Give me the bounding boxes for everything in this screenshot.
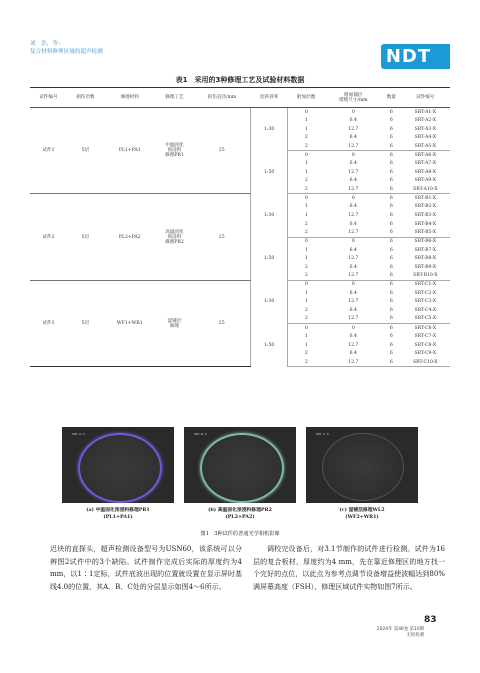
figure-1 [62, 427, 418, 503]
table-cell: 6 [389, 135, 393, 141]
table-cell: 6 [389, 161, 393, 167]
table-cell: 6 [389, 342, 393, 348]
table-cell: 25 [193, 280, 251, 366]
table-row [30, 194, 450, 203]
column-header: 附加层数 [288, 88, 325, 108]
table-cell: WF1+WR1 [104, 280, 156, 366]
table-cell: SRT-A6-X [414, 152, 437, 158]
table-cell: SRT-B4-X [414, 221, 437, 227]
table-cell: 6.4 [349, 333, 357, 339]
journal-name: 无损检测 [406, 633, 424, 638]
table-cell: SRT-A2-X [414, 117, 437, 123]
table-cell: 6 [389, 204, 393, 210]
table-cell: 0 [288, 194, 325, 203]
table-cell: 6 [389, 126, 393, 132]
table-cell: 2 [288, 177, 325, 186]
table-title: 表1 采用的3种修理工艺及试验材料数据 [175, 76, 305, 84]
table-cell: 0 [288, 108, 325, 117]
table-cell: 6 [389, 333, 393, 339]
table-cell: 1 [288, 203, 325, 212]
table-cell: 6.4 [349, 290, 357, 296]
table-cell: 12.7 [348, 299, 359, 305]
table-cell: 6.4 [349, 204, 357, 210]
repair-ring-b [200, 433, 284, 503]
running-header [30, 40, 103, 56]
table-cell: 2 [288, 263, 325, 272]
image-tag: SRT-A-X [72, 432, 85, 436]
table-cell: 1 [288, 332, 325, 341]
table-cell: 1 [288, 341, 325, 350]
table-cell: SRT-C10-X [401, 358, 450, 367]
table-cell: 6 [382, 315, 400, 324]
table-cell: SRT-C7-X [414, 333, 437, 339]
table-cell: 1 [288, 289, 325, 298]
table-cell: SRT-C2-X [414, 290, 437, 296]
table-cell: 0 [351, 109, 355, 115]
table-cell: 6 [389, 178, 393, 184]
table-cell: 6 [389, 109, 393, 115]
table-cell: 2 [288, 185, 325, 194]
table-cell: 12.7 [325, 185, 383, 194]
table-body [30, 108, 450, 367]
table-cell: 1:50 [251, 151, 288, 194]
column-header: 修理材料 [104, 88, 156, 108]
issue-info: 2024年 第46卷 第10期 [376, 627, 424, 632]
column-header: 试件编号 [30, 88, 67, 108]
table-cell: 6 [389, 195, 393, 201]
table-cell: 2 [288, 315, 325, 324]
table-cell: PL2+PA2 [104, 194, 156, 280]
repair-ring-a [78, 433, 162, 503]
table-cell: 试件2 [30, 194, 67, 280]
page-number: 83 [424, 615, 437, 625]
table-cell: 6.4 [349, 117, 357, 123]
repair-ring-c [322, 433, 404, 501]
table-cell: 1 [288, 254, 325, 263]
table-cell: 12.7 [348, 342, 359, 348]
table-cell: 1 [288, 298, 325, 307]
table-cell: 1 [288, 125, 325, 134]
table-cell: 1 [288, 168, 325, 177]
table-cell: PL1+PA1 [104, 108, 156, 194]
table-cell: 2 [288, 349, 325, 358]
figure-panel-c [306, 427, 418, 503]
table-cell: 6 [389, 256, 393, 262]
table-cell: SRT-C4-X [414, 308, 437, 314]
column-header: 损伤层数 [67, 88, 104, 108]
table-cell: 6 [382, 358, 400, 367]
table-cell: 5层 [67, 280, 104, 366]
table-row [30, 108, 450, 117]
table-cell: 6 [382, 272, 400, 281]
table-cell: SRT-B8-X [414, 256, 437, 262]
figure-title: 图1 3种试件的普通光学相机影像 [200, 531, 280, 537]
table-cell: 6.4 [349, 161, 357, 167]
table-header-row [30, 88, 450, 108]
table-cell: 5层 [67, 194, 104, 280]
table-cell: SRT-A4-X [414, 135, 437, 141]
materials-table [30, 87, 450, 367]
column-header: 挖补斜率 [251, 88, 288, 108]
table-cell: SRT-B3-X [414, 213, 437, 218]
table-cell: 0 [288, 280, 325, 289]
body-text-left: 迟块的直探头，超声检测设备型号为USN60，该系统可以分辨图2试件中的3个缺陷。试件制作完成后实际的厚度约为4 mm，以1∶1定标，试件底波出现的位置就设置在显示屏时基线4.0的位置，其A、B、C处的分层显示如图4～6所示。 [50, 545, 242, 591]
table-cell: 12.7 [325, 228, 383, 237]
table-cell: 6 [389, 264, 393, 270]
table-cell: 1:50 [251, 324, 288, 367]
header-authors: 刘 浩，等： [30, 41, 64, 47]
table-cell: 6 [389, 351, 393, 357]
column-header: 试件编号 [401, 88, 450, 108]
logo-bar [436, 44, 450, 69]
table-cell: SRT-B1-X [414, 195, 437, 201]
table-cell: 6.4 [349, 247, 357, 253]
table-cell: 1:30 [251, 280, 288, 323]
table-cell: 0 [351, 282, 355, 288]
table-cell: 2 [288, 142, 325, 151]
table-cell: SRT-A9-X [414, 178, 437, 184]
table-cell: SRT-C5-X [401, 315, 450, 324]
table-cell: 12.7 [325, 358, 383, 367]
figure-panel-b [184, 427, 296, 503]
table-cell: 6 [389, 239, 393, 245]
table-cell: 2 [288, 133, 325, 142]
table-cell: 5层 [67, 108, 104, 194]
table-cell: 12.7 [325, 272, 383, 281]
image-tag: SRT-B-X [194, 432, 207, 436]
column-header: 损伤直径/mm [193, 88, 251, 108]
body-text-right: 调校完设备后，对3.1节制作的试件进行检测。试件为16层的复合板材，厚度约为4 mm，先在靠近修理区的地方找一个完好的点位，以此点为参考点调节设备增益使波幅达到80%满屏幕高度（FSH），修理区域试件实物如图7所示。 [253, 545, 445, 591]
table-cell: 1 [288, 159, 325, 168]
table-cell: 6 [389, 152, 393, 158]
table-cell: 6 [382, 185, 400, 194]
table-cell: 6 [389, 213, 393, 218]
table-cell: 6 [389, 282, 393, 288]
table-cell: SRT-A5-X [401, 142, 450, 151]
table-cell: 6.4 [349, 264, 357, 270]
table-cell: 25 [193, 194, 251, 280]
table-cell: SRT-C6-X [414, 325, 437, 331]
table-cell: 1:30 [251, 108, 288, 151]
table-cell: SRT-B9-X [414, 264, 437, 270]
table-cell: SRT-A3-X [414, 126, 437, 132]
table-cell: 0 [288, 151, 325, 160]
table-cell: 试件3 [30, 280, 67, 366]
table-cell: 0 [351, 195, 355, 201]
table-cell: SRT-B5-X [401, 228, 450, 237]
table-cell: 2 [288, 272, 325, 281]
table-cell: 6.4 [349, 351, 357, 357]
table-cell: 6 [382, 142, 400, 151]
table-cell: SRT-C9-X [414, 351, 437, 357]
table-cell: 12.7 [325, 142, 383, 151]
journal-logo: NDT [381, 44, 436, 69]
table-cell: 2 [288, 358, 325, 367]
table-row [30, 280, 450, 289]
table-cell: 6 [389, 117, 393, 123]
table-cell: 6 [389, 299, 393, 305]
table-cell: 6.4 [349, 221, 357, 227]
table-cell: 25 [193, 108, 251, 194]
table-cell: 0 [351, 325, 355, 331]
table-cell: 0 [351, 152, 355, 158]
table-cell: 6.4 [349, 178, 357, 184]
table-cell: 6 [389, 247, 393, 253]
table-cell: 6 [389, 308, 393, 314]
table-cell: 6 [389, 325, 393, 331]
column-header: 数量 [382, 88, 400, 108]
table-cell: SRT-B7-X [414, 247, 437, 253]
table-cell: 1:50 [251, 237, 288, 280]
table-cell: SRT-A7-X [414, 161, 437, 167]
table-cell: SRT-B6-X [414, 239, 437, 245]
table-cell: SRT-C3-X [414, 299, 437, 305]
column-header: 附加铺层 错缝尺寸/mm [325, 88, 383, 108]
table-cell: 2 [288, 306, 325, 315]
table-cell: SRT-B2-X [414, 204, 437, 210]
table-cell: 2 [288, 228, 325, 237]
table-cell: 1 [288, 116, 325, 125]
table-cell: 12.7 [348, 213, 359, 218]
figure-captions [62, 507, 418, 521]
table-cell: 12.7 [348, 256, 359, 262]
table-cell: 12.7 [348, 126, 359, 132]
table-cell: 6 [389, 169, 393, 175]
table-cell: 1 [288, 211, 325, 220]
table-cell: 12.7 [325, 315, 383, 324]
caption-c: (c) 湿铺层修理WL2 (WF2+WR1) [339, 507, 385, 520]
figure-panel-a [62, 427, 174, 503]
table-cell: 6 [389, 221, 393, 227]
table-cell: 2 [288, 220, 325, 229]
header-title: 复合材料修理区域的超声检测 [30, 49, 103, 55]
caption-b: (b) 高温固化预浸料修理PR2 (PL2+PA2) [208, 507, 272, 520]
column-header: 修理工艺 [156, 88, 194, 108]
table-cell: 12.7 [348, 169, 359, 175]
table-cell: SRT-C8-X [414, 342, 437, 348]
image-tag: SRT-C-X [316, 432, 329, 436]
table-cell: SRT-B10-X [401, 272, 450, 281]
table-cell: 湿铺层 修理 [156, 280, 194, 366]
journal-footer [377, 627, 424, 639]
table-cell: 0 [288, 237, 325, 246]
table-cell: 0 [288, 324, 325, 333]
table-cell: 0 [351, 239, 355, 245]
table-cell: 中温固化 预浸料 修理PR1 [156, 108, 194, 194]
table-cell: 1 [288, 246, 325, 255]
table-cell: 6.4 [349, 308, 357, 314]
table-cell: 6.4 [349, 135, 357, 141]
table-cell: 6 [389, 290, 393, 296]
table-cell: 1:30 [251, 194, 288, 237]
table-cell: 高温固化 预浸料 修理PR2 [156, 194, 194, 280]
table-cell: 6 [382, 228, 400, 237]
table-cell: SRT-C1-X [414, 282, 437, 288]
table-cell: SRT-A1-X [414, 109, 437, 115]
table-cell: SRT-A8-X [414, 169, 437, 175]
caption-a: (a) 中温固化预浸料修理PR1 (PL1+PA1) [86, 507, 150, 520]
table-cell: 试件1 [30, 108, 67, 194]
table-cell: SRT-A10-X [401, 185, 450, 194]
